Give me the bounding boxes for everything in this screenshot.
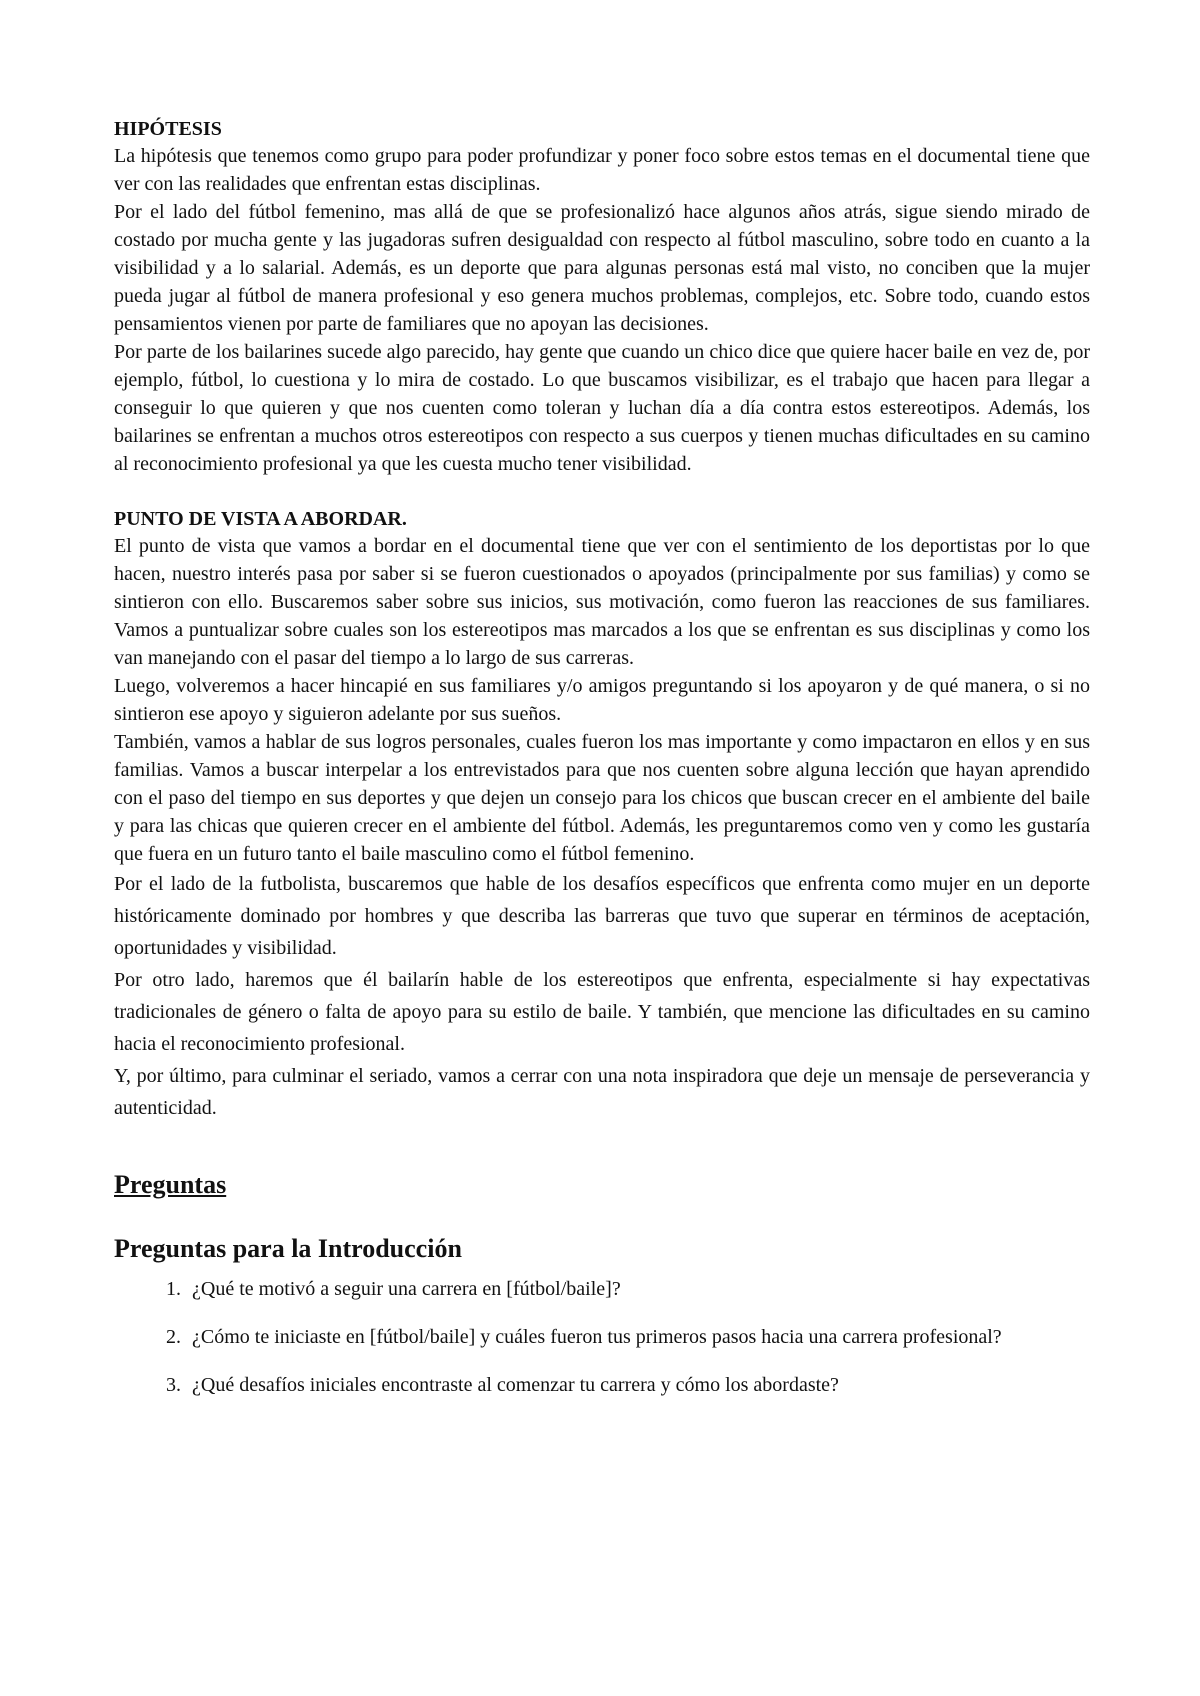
question-item-2: 2. ¿Cómo te iniciaste en [fútbol/baile] y cuáles fueron tus primeros pasos hacia una carrera profesional?	[186, 1322, 1090, 1352]
hipotesis-heading: HIPÓTESIS	[114, 118, 222, 140]
hipotesis-paragraph-2: Por el lado del fútbol femenino, mas allá de que se profesionalizó hace algunos años atrás, sigue siendo mirado de costado por mucha gente y las jugadoras sufren desigualdad con respecto al fútbol masculino, sobre todo en cuanto a la visibilidad y a lo salarial. Además, es un deporte que para algunas personas está mal visto, no conciben que la mujer pueda jugar al fútbol de manera profesional y eso genera muchos problemas, complejos, etc. Sobre todo, cuando estos pensamientos vienen por parte de familiares que no apoyan las decisiones.	[114, 201, 1090, 335]
question-item-1: 1. ¿Qué te motivó a seguir una carrera en [fútbol/baile]?	[186, 1274, 1090, 1304]
punto-de-vista-paragraph-3: También, vamos a hablar de sus logros personales, cuales fueron los mas importante y como impactaron en ellos y en sus familias. Vamos a buscar interpelar a los entrevistados para que nos cuenten sobre alguna lección que hayan aprendido con el paso del tiempo en sus deportes y que dejen un consejo para los chicos que buscan crecer en el ambiente del baile y para las chicas que quieren crecer en el ambiente del fútbol. Además, les preguntaremos como ven y como les gustaría que fuera en un futuro tanto el baile masculino como el fútbol femenino.	[114, 731, 1090, 865]
punto-de-vista-paragraph-2: Luego, volveremos a hacer hincapié en sus familiares y/o amigos preguntando si los apoyaron y de qué manera, o si no sintieron ese apoyo y siguieron adelante por sus sueños.	[114, 675, 1090, 725]
section-spacer	[114, 1124, 1090, 1168]
preguntas-heading: Preguntas	[114, 1170, 227, 1199]
section-spacer	[114, 478, 1090, 506]
punto-de-vista-paragraph-1: El punto de vista que vamos a bordar en el documental tiene que ver con el sentimiento de los deportistas por lo que hacen, nuestro interés pasa por saber si se fueron cuestionados o apoyados (principalmente por sus familias) y como se sintieron con ello. Buscaremos saber sobre sus inicios, sus motivación, como fueron las reacciones de sus familiares. Vamos a puntualizar sobre cuales son los estereotipos mas marcados a los que se enfrentan es sus disciplinas y como los van manejando con el pasar del tiempo a lo largo de sus carreras.	[114, 535, 1090, 669]
punto-de-vista-heading: PUNTO DE VISTA A ABORDAR.	[114, 508, 407, 530]
questions-list	[114, 1274, 1090, 1400]
hipotesis-paragraph-3: Por parte de los bailarines sucede algo parecido, hay gente que cuando un chico dice que quiere hacer baile en vez de, por ejemplo, fútbol, lo cuestiona y lo mira de costado. Lo que buscamos visibilizar, es el trabajo que hacen para llegar a conseguir lo que quieren y que nos cuenten como toleran y luchan día a día contra estos estereotipos. Además, los bailarines se enfrentan a muchos otros estereotipos con respecto a sus cuerpos y tienen muchas dificultades en su camino al reconocimiento profesional ya que les cuesta mucho tener visibilidad.	[114, 341, 1090, 475]
punto-de-vista-paragraph-5: Por otro lado, haremos que él bailarín hable de los estereotipos que enfrenta, especialmente si hay expectativas tradicionales de género o falta de apoyo para su estilo de baile. Y también, que mencione las dificultades en su camino hacia el reconocimiento profesional.	[114, 969, 1090, 1055]
punto-de-vista-paragraph-6: Y, por último, para culminar el seriado, vamos a cerrar con una nota inspiradora que deje un mensaje de perseverancia y autenticidad.	[114, 1065, 1090, 1119]
punto-de-vista-paragraph-4: Por el lado de la futbolista, buscaremos que hable de los desafíos específicos que enfrenta como mujer en un deporte históricamente dominado por hombres y que describa las barreras que tuvo que superar en términos de aceptación, oportunidades y visibilidad.	[114, 873, 1090, 959]
section-spacer	[114, 1202, 1090, 1232]
question-item-3: 3. ¿Qué desafíos iniciales encontraste al comenzar tu carrera y cómo los abordaste?	[186, 1370, 1090, 1400]
hipotesis-paragraph-1: La hipótesis que tenemos como grupo para poder profundizar y poner foco sobre estos temas en el documental tiene que ver con las realidades que enfrentan estas disciplinas.	[114, 145, 1090, 195]
preguntas-introduccion-heading: Preguntas para la Introducción	[114, 1234, 462, 1263]
document-page	[114, 116, 1090, 1418]
